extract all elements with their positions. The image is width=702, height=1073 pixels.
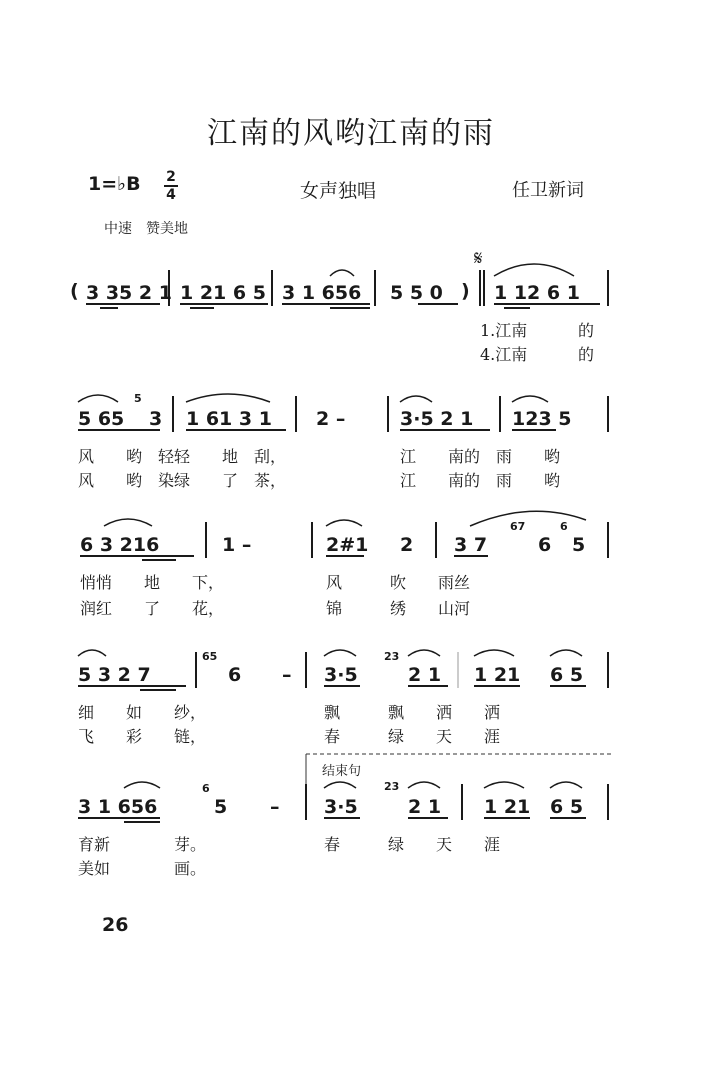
note-group: 3 7 — [454, 534, 488, 556]
slur — [512, 396, 548, 402]
note-group: 6 5 — [550, 664, 584, 686]
lyric-line: 1.江南 — [480, 321, 528, 340]
lyric-line: 育新 芽。 — [78, 835, 207, 854]
note-group: 3·5 — [324, 796, 358, 818]
note-group: ) — [461, 280, 470, 302]
note-group: 5 — [214, 796, 228, 818]
note-group: 3 1 656 — [282, 282, 362, 304]
note-group: 5 — [572, 534, 586, 556]
note-group: 6 — [538, 534, 552, 556]
slur — [408, 650, 440, 656]
lyric-line: 锦 绣 山河 — [326, 599, 471, 618]
lyric-line: 春 绿 天 涯 — [324, 835, 501, 854]
lyric-line: 春 绿 天 涯 — [324, 727, 501, 746]
note-group: 3 — [149, 408, 163, 430]
lyric-line: 风 哟 染绿 了 茶， — [78, 471, 287, 490]
grace-note: 6 — [560, 520, 568, 533]
note-group: 3·5 — [324, 664, 358, 686]
lyric-line: 的 — [578, 345, 595, 364]
note-group: 1 21 — [474, 664, 521, 686]
grace-note: 6 — [202, 782, 210, 795]
note-group: – — [270, 796, 280, 818]
slur — [124, 782, 160, 788]
note-group: 123 5 — [512, 408, 572, 430]
slur — [324, 650, 356, 656]
tempo-marking: 中速 赞美地 — [104, 221, 188, 237]
grace-note: 65 — [202, 650, 218, 663]
slur — [470, 511, 586, 526]
slur — [550, 782, 582, 788]
note-group: 2 1 — [408, 664, 442, 686]
note-group: ( — [70, 280, 79, 302]
note-group: 2 1 — [408, 796, 442, 818]
slur — [408, 782, 440, 788]
note-group: 3 1 656 — [78, 796, 158, 818]
grace-note: 67 — [510, 520, 526, 533]
lyric-line: 风 吹 雨丝 — [326, 573, 471, 592]
lyric-line: 4.江南 — [480, 345, 528, 364]
note-group: 2#1 — [326, 534, 369, 556]
lyric-line: 飞 彩 链， — [78, 727, 207, 746]
note-group: 1 61 3 1 — [186, 408, 272, 430]
note-group: 2 – — [316, 408, 346, 430]
slur — [330, 270, 354, 276]
lyric-line: 江 南的 雨 哟 — [400, 471, 561, 490]
grace-note: 5 — [134, 392, 142, 405]
note-group: 6 5 — [550, 796, 584, 818]
page-number: 26 — [102, 914, 129, 936]
note-group: 6 — [228, 664, 242, 686]
grace-note: 23 — [384, 650, 400, 663]
key-signature: 1=♭B — [88, 173, 141, 195]
note-group: – — [282, 664, 292, 686]
note-group: 5 3 2 7 — [78, 664, 151, 686]
slur — [484, 782, 524, 788]
lyric-line: 细 如 纱， — [78, 703, 207, 722]
note-group: 5 65 — [78, 408, 125, 430]
note-group: 6 3 216 — [80, 534, 160, 556]
note-group: 3 35 2 1 — [86, 282, 172, 304]
lyric-line: 润红 了 花， — [80, 599, 225, 618]
slur — [494, 264, 574, 276]
slur — [400, 396, 432, 402]
time-signature-bottom: 4 — [166, 187, 176, 203]
slur — [186, 394, 270, 402]
segno-icon: 𝄋 — [474, 246, 483, 270]
note-group: 1 – — [222, 534, 252, 556]
note-group: 3·5 2 1 — [400, 408, 474, 430]
slur — [326, 520, 362, 526]
note-group: 1 12 6 1 — [494, 282, 580, 304]
slur — [78, 395, 118, 402]
ending-label: 结束句 — [322, 764, 362, 779]
grace-note: 23 — [384, 780, 400, 793]
note-group: 5 5 0 — [390, 282, 443, 304]
genre-label: 女声独唱 — [300, 180, 377, 202]
song-title: 江南的风哟江南的雨 — [207, 116, 495, 151]
lyricist-credit: 任卫新词 — [512, 180, 584, 201]
lyric-line: 江 南的 雨 哟 — [400, 447, 561, 466]
slur — [324, 782, 356, 788]
note-group: 2 — [400, 534, 414, 556]
note-group: 1 21 — [484, 796, 531, 818]
slur — [104, 519, 152, 526]
time-signature-top: 2 — [166, 169, 176, 185]
slur — [474, 650, 514, 656]
slur — [78, 650, 106, 656]
slur — [550, 650, 582, 656]
note-group: 1 21 6 5 — [180, 282, 266, 304]
lyric-line: 美如 画。 — [78, 859, 207, 878]
lyric-line: 风 哟 轻轻 地 刮， — [78, 447, 287, 466]
lyric-line: 的 — [578, 321, 595, 340]
lyric-line: 飘 飘 洒 洒 — [324, 703, 501, 722]
lyric-line: 悄悄 地 下， — [80, 573, 225, 592]
